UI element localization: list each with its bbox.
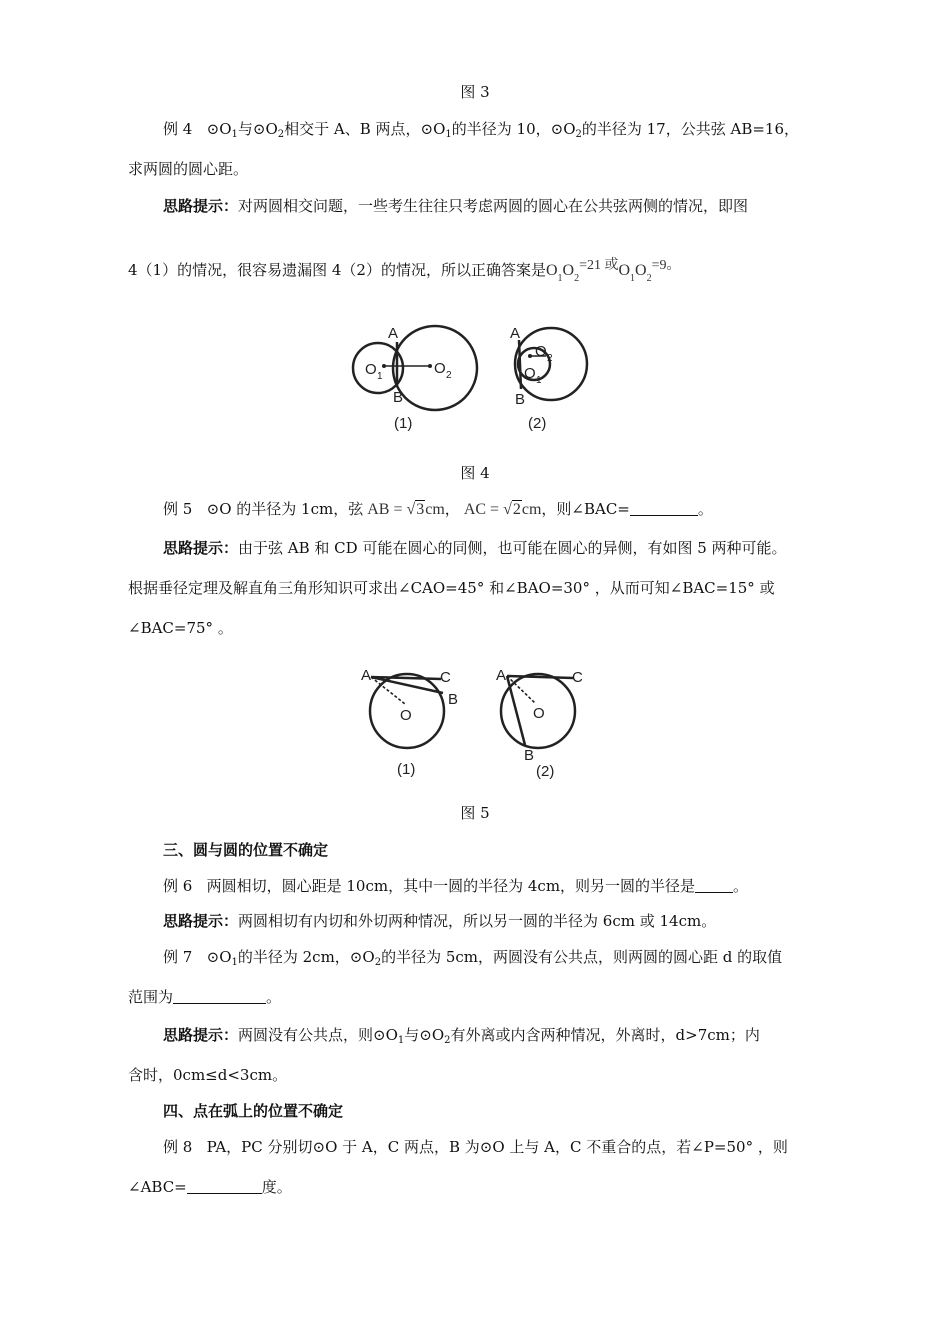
hint5-line2: 根据垂径定理及解直角三角形知识可求出∠CAO=45° 和∠BAO=30° ，从而可知∠BAC=15° 或 <box>128 579 775 597</box>
figure5-caption: 图 5 <box>460 804 490 822</box>
ab-formula: AB = √3cm <box>367 501 445 518</box>
fig4-2-label-o1: O <box>524 365 536 382</box>
example8-line1: 例 8 PA，PC 分别切⊙O 于 A，C 两点，B 为⊙O 上与 A，C 不重合的点，若∠P=50° ，则 <box>163 1138 788 1156</box>
figure5-diagram <box>355 660 595 785</box>
hint-label: 思路提示： <box>163 197 239 215</box>
fig5-sub1: (1) <box>397 761 416 778</box>
hint-label: 思路提示： <box>163 539 239 557</box>
hint-label: 思路提示： <box>163 912 239 930</box>
ac-formula: AC = √2cm <box>463 501 542 518</box>
hint7-line2: 含时，0cm≤d<3cm。 <box>128 1066 288 1084</box>
example8-label: 例 8 <box>163 1138 193 1156</box>
fig5-1-label-o: O <box>400 707 412 724</box>
fig4-1-label-o2: O <box>434 360 446 377</box>
fig4-1-label-o1-sub: 1 <box>377 371 383 382</box>
figure4-diagram <box>350 322 600 437</box>
figure4-caption: 图 4 <box>460 464 490 482</box>
hint6: 思路提示：两圆相切有内切和外切两种情况，所以另一圆的半径为 6cm 或 14cm。 <box>163 912 717 930</box>
hint4-line1: 思路提示：对两圆相交问题，一些考生往往只考虑两圆的圆心在公共弦两侧的情况，即图 <box>163 197 749 215</box>
example5-line1: 例 5 ⊙O 的半径为 1cm，弦 AB = √3cm， AC = √2cm，则∠BAC= 。 <box>163 500 713 518</box>
fig4-1-label-a: A <box>388 325 399 342</box>
fig4-sub1: (1) <box>394 415 413 432</box>
fig4-1-label-o1: O <box>365 361 377 378</box>
hint5-line3: ∠BAC=75° 。 <box>128 619 233 637</box>
fig5-sub2: (2) <box>536 763 555 780</box>
hint5-line1: 思路提示：由于弦 AB 和 CD 可能在圆心的同侧，也可能在圆心的异侧，有如图 5 两种可能。 <box>163 539 787 557</box>
section4-heading: 四、点在弧上的位置不确定 <box>163 1102 344 1120</box>
fig5-1-label-c: C <box>440 669 451 686</box>
fig5-2-label-o: O <box>533 705 545 722</box>
example7-line1: 例 7 $⊙O_1$的半径为 2cm，$⊙O_2$的半径为 5cm，两圆没有公共点，则两圆的圆心距 d 的取值 <box>163 948 783 968</box>
fig4-2-label-a: A <box>510 325 521 342</box>
answer-blank <box>187 1179 262 1194</box>
fig5-2-label-c: C <box>572 669 583 686</box>
example4-line2: 求两圆的圆心距。 <box>128 160 249 178</box>
fig4-2-label-o2-sub: 2 <box>547 353 553 364</box>
fig5-1-label-a: A <box>361 667 372 684</box>
fig5-2-label-b: B <box>524 747 535 764</box>
hint-label: 思路提示： <box>163 1026 239 1044</box>
example6-label: 例 6 <box>163 877 193 895</box>
fig4-2-label-o2: O <box>535 343 547 360</box>
fig4-sub2: (2) <box>528 415 547 432</box>
example4-line1: 例 4 $⊙O_1$与$⊙O_2$相交于 A、B 两点，$⊙O_1$的半径为 10，$⊙O_2$的半径为 17，公共弦 AB=16， <box>163 120 800 140</box>
hint7-line1: 思路提示：两圆没有公共点，则$⊙O_1$与$⊙O_2$有外离或内含两种情况，外离时，d>7cm；内 <box>163 1026 760 1046</box>
example7-label: 例 7 <box>163 948 193 966</box>
fig5-2-chord-ac <box>507 676 573 678</box>
figure3-caption: 图 3 <box>460 83 490 101</box>
o1o2-formula-b: $O_1O_2$ <box>618 262 652 284</box>
example6: 例 6 两圆相切，圆心距是 10cm，其中一圆的半径为 4cm，则另一圆的半径是 。 <box>163 877 749 895</box>
section3-heading: 三、圆与圆的位置不确定 <box>163 841 329 859</box>
answer-blank <box>695 878 733 893</box>
answer-blank <box>173 989 266 1004</box>
answer-blank <box>630 501 698 516</box>
fig5-1-label-b: B <box>448 691 459 708</box>
fig4-2-label-o1-sub: 1 <box>536 375 542 386</box>
example8-line2: ∠ABC= 度。 <box>128 1178 292 1196</box>
example4-label: 例 4 <box>163 120 193 138</box>
fig4-1-label-o2-sub: 2 <box>446 370 452 381</box>
fig4-1-label-b: B <box>393 389 404 406</box>
o1o2-formula-a: $O_1O_2$ <box>545 262 580 284</box>
example5-label: 例 5 <box>163 500 193 518</box>
fig5-2-label-a: A <box>496 667 507 684</box>
fig4-2-label-b: B <box>515 391 526 408</box>
hint4-line2: 4（1）的情况，很容易遗漏图 4（2）的情况，所以正确答案是$O_1O_2=21$ 或$O_1O_2=9$。 <box>128 258 681 284</box>
example7-line2: 范围为 。 <box>128 988 282 1006</box>
